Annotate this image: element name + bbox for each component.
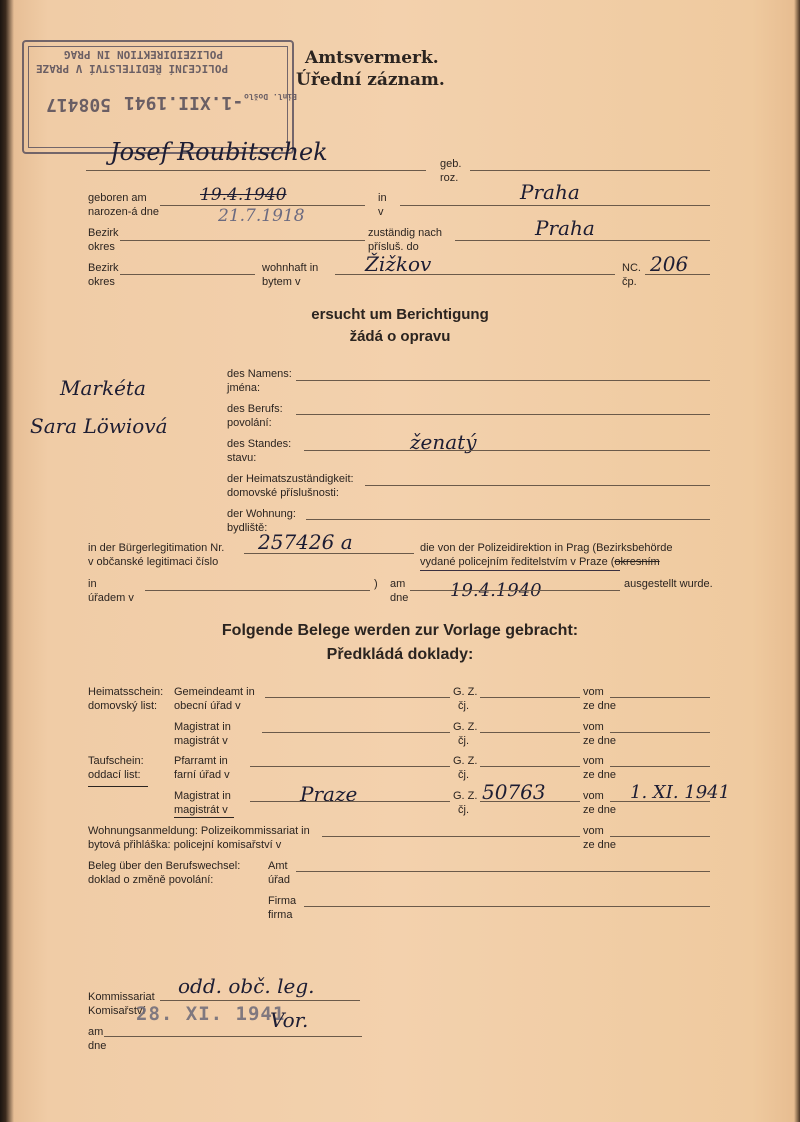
cj-label-1: čj. <box>458 700 469 712</box>
cj-label-4: čj. <box>458 804 469 816</box>
field-name-cz: jména: <box>227 382 261 394</box>
cj-label-3: čj. <box>458 769 469 781</box>
bezirk2-line <box>120 274 255 275</box>
taufschein-underline <box>88 786 148 787</box>
firma-line <box>304 906 710 907</box>
gz-label-2: G. Z. <box>453 721 478 733</box>
stamp-line2: POLICEJNÍ ŘEDITELSTVÍ V PRAZE <box>36 62 229 75</box>
wohnhaft-cz: bytem v <box>262 276 301 288</box>
cp-label: čp. <box>622 276 637 288</box>
heimatschein-cz: domovský list: <box>88 700 158 712</box>
magistrat2-cz: magistrát v <box>174 804 228 816</box>
legit-label-de: in der Bürgerlegitimation Nr. <box>88 542 225 554</box>
legit-in-cz: úřadem v <box>88 592 134 604</box>
gz-label-4: G. Z. <box>453 790 478 802</box>
stamp-line1: POLIZEIDIREKTION IN PRAG <box>64 48 223 61</box>
ze-dne-label-5: ze dne <box>583 839 617 851</box>
legit-in-de: in <box>88 578 97 590</box>
born-date: 19.4.1940 <box>200 185 287 205</box>
gemeindeamt-line <box>265 697 450 698</box>
stamp-small: Einl. Došlo <box>244 92 297 101</box>
legit-in-line <box>145 590 370 591</box>
belege-heading-cz: Předkládá doklady: <box>326 646 474 663</box>
kommissariat-value: odd. obč. leg. <box>178 974 315 998</box>
legit-am-de: am <box>390 578 406 590</box>
kommissariat-line <box>160 1000 360 1001</box>
gz-line-3 <box>480 766 580 767</box>
legit-issuer-underline <box>420 570 620 571</box>
magistrat-line <box>262 732 450 733</box>
taufschein-de: Taufschein: <box>88 755 144 767</box>
magistrat2-line <box>250 801 450 802</box>
corrected-name-2: Sara Löwiová <box>30 414 168 438</box>
field-stand-cz: stavu: <box>227 452 257 464</box>
field-wohnung-cz: bydliště: <box>227 522 268 534</box>
magistrat2-place: Praze <box>300 782 358 806</box>
vom-line-3 <box>610 766 710 767</box>
legit-am-cz: dne <box>390 592 409 604</box>
magistrat-cz: magistrát v <box>174 735 228 747</box>
legit-label-cz: v občanské legitimaci číslo <box>88 556 219 568</box>
zustandig-place: Praha <box>535 216 595 240</box>
wohnungsanmeldung-cz: bytová přihláška: policejní komisařství v <box>88 839 282 851</box>
vom-line-5 <box>610 836 710 837</box>
field-stand-de: des Standes: <box>227 438 292 450</box>
vom-date: 1. XI. 1941 <box>630 782 731 803</box>
ze-dne-label-4: ze dne <box>583 804 617 816</box>
legit-date: 19.4.1940 <box>450 580 542 601</box>
born-in-cz: v <box>378 206 384 218</box>
kommissariat-de: Kommissariat <box>88 991 155 1003</box>
magistrat-de: Magistrat in <box>174 721 231 733</box>
nc-number: 206 <box>650 252 689 276</box>
field-beruf-cz: povolání: <box>227 417 272 429</box>
vom-label-1: vom <box>583 686 604 698</box>
taufschein-cz: oddací list: <box>88 769 141 781</box>
berufswechsel-cz: doklad o změně povolání: <box>88 874 214 886</box>
amt-line <box>296 871 710 872</box>
firma-de: Firma <box>268 895 297 907</box>
field-wohnung-line <box>306 519 710 520</box>
date-stamp: 28. XI. 1941 <box>136 1003 286 1025</box>
corrected-name-1: Markéta <box>60 376 146 400</box>
field-beruf-line <box>296 414 710 415</box>
gz-line-4 <box>480 801 580 802</box>
legit-issuer-de: die von der Polizeidirektion in Prag (Bezirksbehörde <box>420 542 673 554</box>
field-name-line <box>296 380 710 381</box>
belege-heading-de: Folgende Belege werden zur Vorlage gebracht: <box>221 622 579 639</box>
field-name-de: des Namens: <box>227 368 292 380</box>
vom-label-5: vom <box>583 825 604 837</box>
gz-label-1: G. Z. <box>453 686 478 698</box>
title-de: Amtsvermerk. <box>305 48 439 68</box>
person-name: Josef Roubitschek <box>110 138 328 166</box>
gemeindeamt-cz: obecní úřad v <box>174 700 241 712</box>
pfarramt-cz: farní úřad v <box>174 769 230 781</box>
scan-edge-left <box>0 0 14 1122</box>
zustandig-cz: přísluš. do <box>368 241 419 253</box>
wohnhaft-line <box>335 274 615 275</box>
legit-issuer-cz: vydané policejním ředitelstvím v Praze (okresním <box>420 556 660 568</box>
wohnungsanmeldung-line <box>322 836 580 837</box>
gemeindeamt-de: Gemeindeamt in <box>174 686 255 698</box>
field-stand-value: ženatý <box>410 430 477 454</box>
field-stand-line <box>304 450 710 451</box>
scan-edge-right <box>794 0 800 1122</box>
nc-label: NC. <box>622 262 641 274</box>
born-date-correction: 21.7.1918 <box>218 206 305 226</box>
vom-line-1 <box>610 697 710 698</box>
footer-am-cz: dne <box>88 1040 107 1052</box>
vom-line-4 <box>610 801 710 802</box>
legit-ausgestellt: ausgestellt wurde. <box>624 578 713 590</box>
ze-dne-label-2: ze dne <box>583 735 617 747</box>
stamp-date: -1.XII.1941 <box>124 92 244 113</box>
bezirk1-line <box>120 240 365 241</box>
field-heimat-cz: domovské příslušnosti: <box>227 487 339 499</box>
legit-number: 257426 a <box>258 530 353 554</box>
signature-initials: Vor. <box>270 1008 309 1032</box>
geb-line <box>470 170 710 171</box>
field-beruf-de: des Berufs: <box>227 403 283 415</box>
gz-line-2 <box>480 732 580 733</box>
gz-number: 50763 <box>482 780 546 804</box>
bezirk2-de: Bezirk <box>88 262 119 274</box>
zustandig-de: zuständig nach <box>368 227 442 239</box>
wohnhaft-place: Žižkov <box>365 252 432 276</box>
born-in-de: in <box>378 192 387 204</box>
kommissariat-cz: Komisařství <box>88 1005 146 1017</box>
field-heimat-de: der Heimatszuständigkeit: <box>227 473 354 485</box>
bezirk1-cz: okres <box>88 241 115 253</box>
request-heading-cz: žádá o opravu <box>349 328 451 345</box>
amt-cz: úřad <box>268 874 291 886</box>
born-place-line <box>400 205 710 206</box>
geb-label: geb. <box>440 158 462 170</box>
born-place: Praha <box>520 180 580 204</box>
born-label-de: geboren am <box>88 192 147 204</box>
cj-label-2: čj. <box>458 735 469 747</box>
bezirk1-de: Bezirk <box>88 227 119 239</box>
vom-label-4: vom <box>583 790 604 802</box>
magistrat2-underline <box>174 817 234 818</box>
roz-label: roz. <box>440 172 459 184</box>
nc-line <box>645 274 710 275</box>
ze-dne-label-3: ze dne <box>583 769 617 781</box>
magistrat2-de: Magistrat in <box>174 790 231 802</box>
footer-date-line <box>104 1036 362 1037</box>
bezirk2-cz: okres <box>88 276 115 288</box>
gz-line-1 <box>480 697 580 698</box>
name-line <box>86 170 426 171</box>
request-heading-de: ersucht um Berichtigung <box>311 306 489 323</box>
ze-dne-label-1: ze dne <box>583 700 617 712</box>
title-cz: Úřední záznam. <box>296 70 445 90</box>
police-stamp <box>22 40 297 154</box>
legit-paren: ) <box>374 578 378 590</box>
amt-de: Amt <box>268 860 288 872</box>
zustandig-line <box>455 240 710 241</box>
pfarramt-de: Pfarramt in <box>174 755 228 767</box>
wohnungsanmeldung-de: Wohnungsanmeldung: Polizeikommissariat in <box>88 825 310 837</box>
born-date-line <box>160 205 365 206</box>
firma-cz: firma <box>268 909 293 921</box>
legit-date-line <box>410 590 620 591</box>
field-heimat-line <box>365 485 710 486</box>
vom-label-2: vom <box>583 721 604 733</box>
field-wohnung-de: der Wohnung: <box>227 508 296 520</box>
stamp-number: 508417 <box>46 94 112 115</box>
legit-number-line <box>244 553 414 554</box>
pfarramt-line <box>250 766 450 767</box>
wohnhaft-de: wohnhaft in <box>262 262 319 274</box>
footer-am-de: am <box>88 1026 104 1038</box>
born-label-cz: narozen-á dne <box>88 206 159 218</box>
heimatschein-de: Heimatsschein: <box>88 686 164 698</box>
vom-line-2 <box>610 732 710 733</box>
gz-label-3: G. Z. <box>453 755 478 767</box>
berufswechsel-de: Beleg über den Berufswechsel: <box>88 860 241 872</box>
vom-label-3: vom <box>583 755 604 767</box>
